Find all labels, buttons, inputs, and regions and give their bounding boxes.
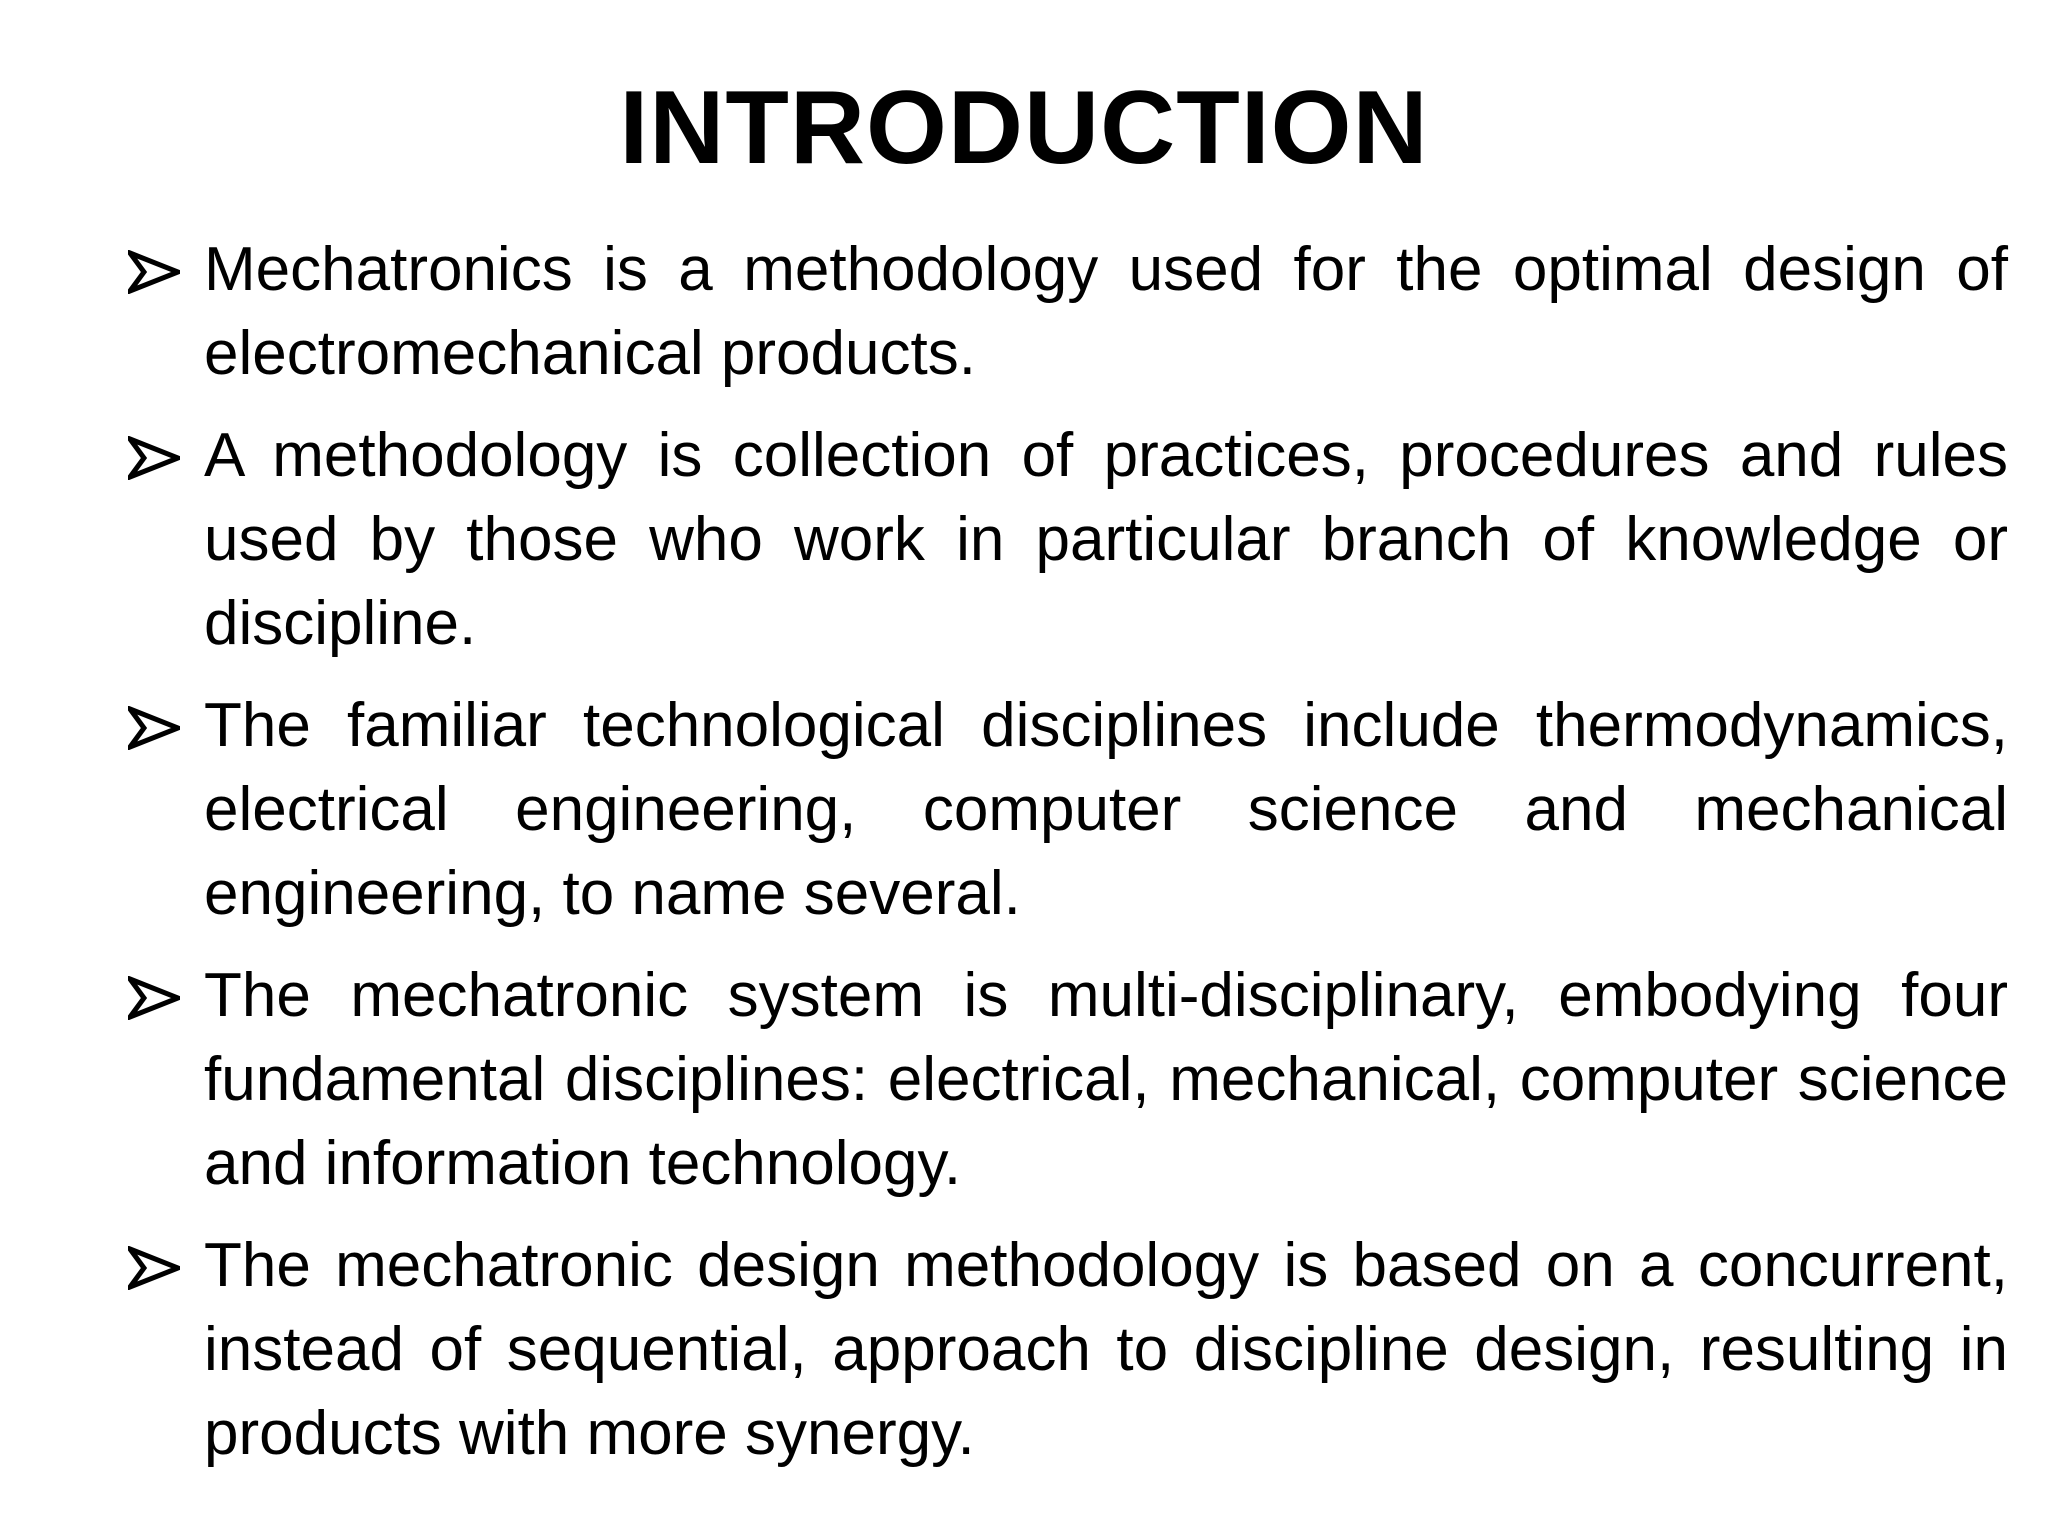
arrowhead-bullet-icon bbox=[128, 706, 180, 750]
bullet-item-3 bbox=[128, 684, 2008, 936]
bullet-text: The mechatronic system is multi-disciplinary, embodying four fundamental disciplines: electrical, mechanical, computer science and information technology. bbox=[204, 961, 2008, 1198]
bullet-item-4 bbox=[128, 954, 2008, 1206]
bullet-text: Mechatronics is a methodology used for the optimal design of electromechanical products. bbox=[204, 235, 2008, 388]
slide-title: INTRODUCTION bbox=[619, 70, 1429, 186]
arrowhead-bullet-icon bbox=[128, 976, 180, 1020]
arrowhead-bullet-icon bbox=[128, 1246, 180, 1290]
bullet-item-2 bbox=[128, 414, 2008, 666]
arrowhead-bullet-icon bbox=[128, 250, 180, 294]
bullet-text: The mechatronic design methodology is based on a concurrent, instead of sequential, approach to discipline design, resulting in products with more synergy. bbox=[204, 1231, 2008, 1468]
bullet-item-5 bbox=[128, 1224, 2008, 1476]
bullet-item-1 bbox=[128, 228, 2008, 396]
bullet-text: A methodology is collection of practices, procedures and rules used by those who work in particular branch of knowledge or discipline. bbox=[204, 421, 2008, 658]
arrowhead-bullet-icon bbox=[128, 436, 180, 480]
bullet-text: The familiar technological disciplines include thermodynamics, electrical engineering, computer science and mechanical engineering, to name several. bbox=[204, 691, 2008, 928]
bullet-list bbox=[128, 228, 2008, 1494]
